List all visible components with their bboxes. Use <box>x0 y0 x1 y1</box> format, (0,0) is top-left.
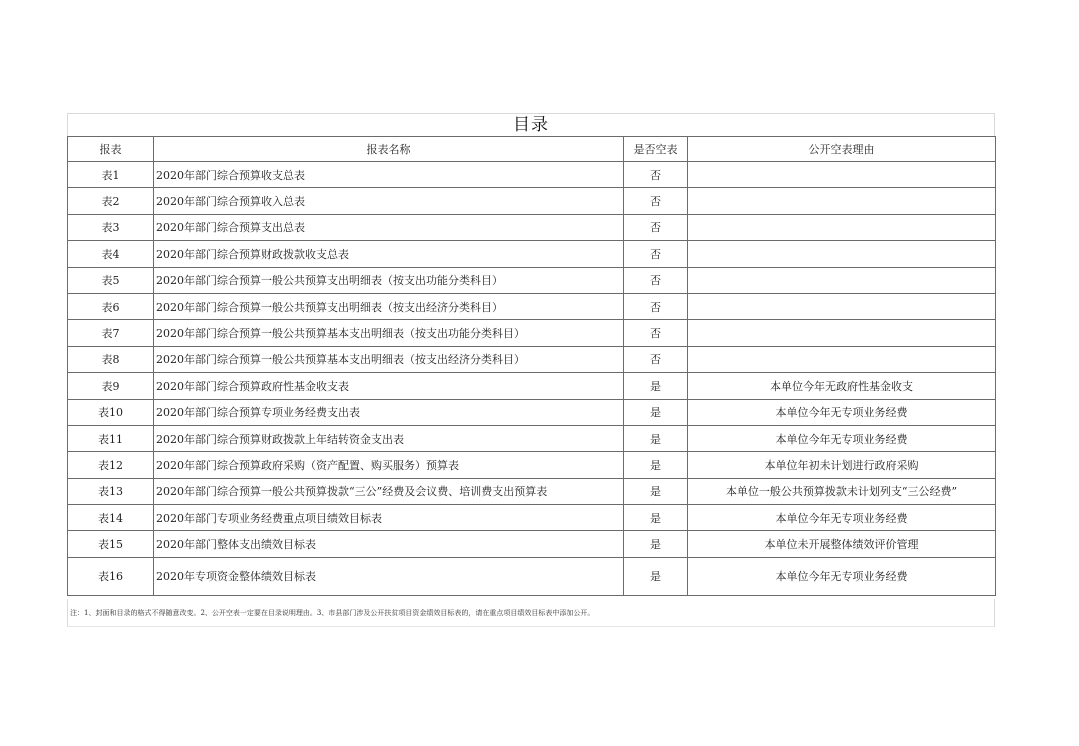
table-row <box>68 425 996 451</box>
table-row <box>68 241 996 267</box>
header-id: 报表 <box>68 137 154 162</box>
table-row <box>68 320 996 346</box>
row-name-cell: 2020年部门综合预算财政拨款上年结转资金支出表 <box>154 425 624 451</box>
table-row <box>68 478 996 504</box>
table-row <box>68 267 996 293</box>
row-name-cell: 2020年部门综合预算支出总表 <box>154 214 624 240</box>
row-reason-cell: 本单位今年无专项业务经费 <box>688 425 996 451</box>
row-reason-cell <box>688 188 996 214</box>
row-id-cell: 表14 <box>68 505 154 531</box>
row-name-cell: 2020年部门综合预算财政拨款收支总表 <box>154 241 624 267</box>
row-name-cell: 2020年部门综合预算收支总表 <box>154 162 624 188</box>
row-reason-cell <box>688 267 996 293</box>
row-id-cell: 表4 <box>68 241 154 267</box>
row-is-empty-cell: 是 <box>624 399 688 425</box>
row-id-cell: 表13 <box>68 478 154 504</box>
row-is-empty-cell: 是 <box>624 505 688 531</box>
row-is-empty-cell: 是 <box>624 557 688 595</box>
row-name-cell: 2020年部门综合预算收入总表 <box>154 188 624 214</box>
row-id-cell: 表2 <box>68 188 154 214</box>
table-row <box>68 399 996 425</box>
table-header-row <box>68 137 996 162</box>
row-name-cell: 2020年部门综合预算一般公共预算拨款“三公”经费及会议费、培训费支出预算表 <box>154 478 624 504</box>
row-id-cell: 表5 <box>68 267 154 293</box>
row-id-cell: 表11 <box>68 425 154 451</box>
directory-table <box>67 136 996 596</box>
row-name-cell: 2020年部门综合预算政府性基金收支表 <box>154 373 624 399</box>
row-reason-cell <box>688 293 996 319</box>
row-is-empty-cell: 否 <box>624 162 688 188</box>
footnote: 注：1、封面和目录的格式不得随意改变。2、公开空表一定要在目录说明理由。3、市县部门涉及公开扶贫项目资金绩效目标表的，请在重点项目绩效目标表中添加公开。 <box>67 599 995 627</box>
row-id-cell: 表15 <box>68 531 154 557</box>
row-name-cell: 2020年部门整体支出绩效目标表 <box>154 531 624 557</box>
row-id-cell: 表12 <box>68 452 154 478</box>
row-is-empty-cell: 否 <box>624 188 688 214</box>
table-body <box>68 162 996 596</box>
row-is-empty-cell: 是 <box>624 478 688 504</box>
row-id-cell: 表10 <box>68 399 154 425</box>
row-id-cell: 表9 <box>68 373 154 399</box>
table-row <box>68 531 996 557</box>
table-row <box>68 346 996 372</box>
row-name-cell: 2020年部门综合预算一般公共预算基本支出明细表（按支出经济分类科目） <box>154 346 624 372</box>
header-name: 报表名称 <box>154 137 624 162</box>
budget-directory-sheet <box>67 113 995 596</box>
row-id-cell: 表16 <box>68 557 154 595</box>
row-reason-cell <box>688 241 996 267</box>
table-row <box>68 293 996 319</box>
row-is-empty-cell: 否 <box>624 241 688 267</box>
row-id-cell: 表1 <box>68 162 154 188</box>
table-row <box>68 557 996 595</box>
row-name-cell: 2020年部门综合预算专项业务经费支出表 <box>154 399 624 425</box>
row-name-cell: 2020年部门综合预算一般公共预算基本支出明细表（按支出功能分类科目） <box>154 320 624 346</box>
row-is-empty-cell: 是 <box>624 531 688 557</box>
row-name-cell: 2020年部门综合预算一般公共预算支出明细表（按支出经济分类科目） <box>154 293 624 319</box>
row-reason-cell <box>688 162 996 188</box>
row-reason-cell: 本单位今年无专项业务经费 <box>688 557 996 595</box>
table-row <box>68 452 996 478</box>
row-reason-cell <box>688 214 996 240</box>
row-name-cell: 2020年部门专项业务经费重点项目绩效目标表 <box>154 505 624 531</box>
row-is-empty-cell: 否 <box>624 320 688 346</box>
row-id-cell: 表3 <box>68 214 154 240</box>
row-reason-cell: 本单位今年无专项业务经费 <box>688 505 996 531</box>
table-row <box>68 188 996 214</box>
row-id-cell: 表7 <box>68 320 154 346</box>
row-reason-cell <box>688 346 996 372</box>
row-is-empty-cell: 否 <box>624 214 688 240</box>
row-reason-cell: 本单位今年无专项业务经费 <box>688 399 996 425</box>
row-id-cell: 表8 <box>68 346 154 372</box>
row-is-empty-cell: 否 <box>624 346 688 372</box>
header-reason: 公开空表理由 <box>688 137 996 162</box>
row-reason-cell: 本单位一般公共预算拨款未计划列支“三公经费” <box>688 478 996 504</box>
table-row <box>68 162 996 188</box>
row-is-empty-cell: 否 <box>624 293 688 319</box>
header-is-empty: 是否空表 <box>624 137 688 162</box>
row-name-cell: 2020年专项资金整体绩效目标表 <box>154 557 624 595</box>
table-row <box>68 505 996 531</box>
row-reason-cell: 本单位今年无政府性基金收支 <box>688 373 996 399</box>
row-is-empty-cell: 是 <box>624 452 688 478</box>
row-name-cell: 2020年部门综合预算政府采购（资产配置、购买服务）预算表 <box>154 452 624 478</box>
row-is-empty-cell: 是 <box>624 373 688 399</box>
table-row <box>68 373 996 399</box>
row-name-cell: 2020年部门综合预算一般公共预算支出明细表（按支出功能分类科目） <box>154 267 624 293</box>
row-is-empty-cell: 否 <box>624 267 688 293</box>
row-is-empty-cell: 是 <box>624 425 688 451</box>
table-row <box>68 214 996 240</box>
page-title: 目录 <box>67 113 995 136</box>
row-reason-cell: 本单位年初未计划进行政府采购 <box>688 452 996 478</box>
row-id-cell: 表6 <box>68 293 154 319</box>
row-reason-cell <box>688 320 996 346</box>
row-reason-cell: 本单位未开展整体绩效评价管理 <box>688 531 996 557</box>
